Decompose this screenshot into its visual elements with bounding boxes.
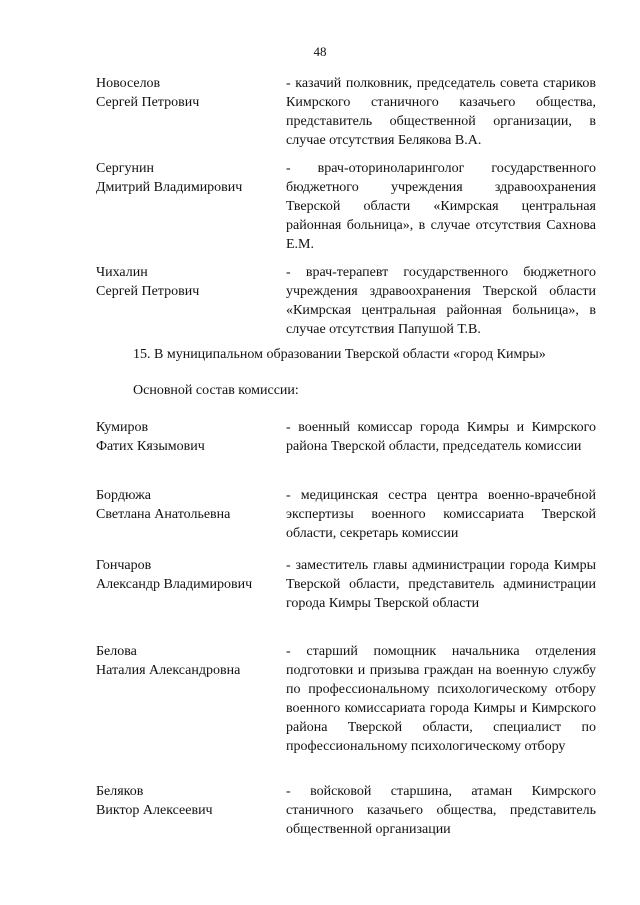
member-surname: Гончаров [96, 558, 152, 573]
member-given-names: Наталия Александровна [96, 663, 241, 678]
member-surname: Бордюжа [96, 488, 151, 503]
member-name [96, 556, 271, 594]
member-role: - врач-оториноларинголог государственного бюджетного учреждения здравоохранения Тверской области «Кимрская центральная районная больница», в случае отсутствия Сахнова Е.М. [286, 161, 596, 252]
member-surname: Кумиров [96, 420, 149, 435]
member-role: - старший помощник начальника отделения подготовки и призыва граждан на военную службу по профессиональному психологическому отбору военного комиссариата города Кимры и Кимрского района Тверской области, специалист по профессиональному психологическому отбору [286, 644, 596, 754]
member-surname: Сергунин [96, 161, 154, 176]
member-name [96, 418, 271, 456]
member-surname: Беляков [96, 784, 144, 799]
member-name [96, 782, 271, 820]
member-name [96, 263, 271, 301]
member-given-names: Фатих Кязымович [96, 439, 205, 454]
member-name [96, 486, 271, 524]
member-surname: Новоселов [96, 76, 161, 91]
member-given-names: Дмитрий Владимирович [96, 180, 243, 195]
section-heading: 15. В муниципальном образовании Тверской области «город Кимры» [133, 347, 546, 362]
member-role: - войсковой старшина, атаман Кимрского станичного казачьего общества, представитель общественной организации [286, 784, 596, 837]
member-role: - врач-терапевт государственного бюджетного учреждения здравоохранения Тверской области «Кимрская центральная районная больница», в случае отсутствия Папушой Т.В. [286, 265, 596, 337]
member-given-names: Сергей Петрович [96, 95, 200, 110]
member-given-names: Сергей Петрович [96, 284, 200, 299]
member-role: - заместитель главы администрации города Кимры Тверской области, представитель администрации города Кимры Тверской области [286, 558, 596, 611]
member-given-names: Александр Владимирович [96, 577, 253, 592]
page-number: 48 [313, 44, 327, 59]
member-role: - медицинская сестра центра военно-врачебной экспертизы военного комиссариата Тверской области, секретарь комиссии [286, 488, 596, 541]
member-name [96, 642, 271, 680]
member-given-names: Виктор Алексеевич [96, 803, 213, 818]
member-name [96, 74, 271, 112]
member-given-names: Светлана Анатольевна [96, 507, 231, 522]
member-role: - военный комиссар города Кимры и Кимрского района Тверской области, председатель комиссии [286, 420, 596, 454]
member-role: - казачий полковник, председатель совета стариков Кимрского станичного казачьего общества, представитель общественной организации, в случае отсутствия Белякова В.А. [286, 76, 596, 148]
member-surname: Чихалин [96, 265, 148, 280]
member-surname: Белова [96, 644, 137, 659]
commission-subheading: Основной состав комиссии: [133, 383, 299, 398]
member-name [96, 159, 271, 197]
